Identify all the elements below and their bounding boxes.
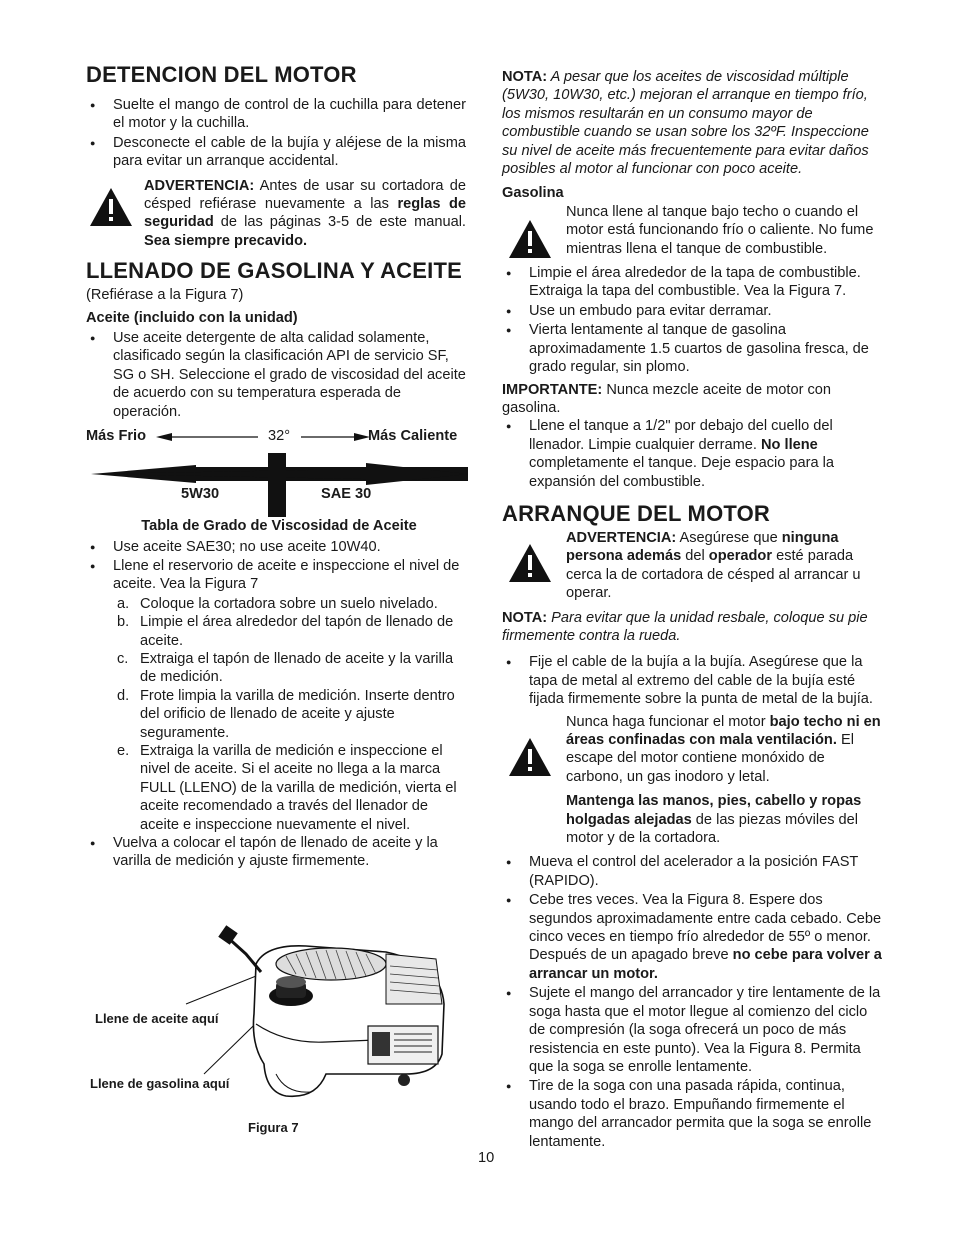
list-item: ● Vuelva a colocar el tapón de llenado de aceite y la varilla de medición y ajuste firmemente.: [86, 834, 466, 871]
importante-label: IMPORTANTE:: [502, 381, 603, 398]
warning-text: de las páginas 3-5 de este manual.: [213, 214, 466, 231]
list-item: ● Limpie el área alrededor de la tapa de combustible. Extraiga la tapa del combustible. Vea la Figura 7.: [502, 264, 882, 301]
figure-caption: Figura 7: [248, 1120, 299, 1135]
list-item: ● Llene el reservorio de aceite e inspeccione el nivel de aceite. Vea la Figura 7: [86, 557, 466, 594]
warning-triangle-icon: [508, 737, 552, 777]
gas-warning: [502, 203, 882, 258]
left-column: [86, 62, 466, 872]
warning-bold: reglas de seguridad: [144, 196, 466, 231]
step-text: Frote limpia la varilla de medición. Inserte dentro del orificio de llenado de aceite y ajuste seguramente.: [140, 687, 455, 741]
warning-triangle-icon: [89, 187, 133, 227]
list-item: ● Use un embudo para evitar derramar.: [502, 302, 882, 320]
step-item: [86, 687, 466, 742]
high-grade-label: SAE 30: [321, 486, 372, 503]
list-item: ● Mueva el control del acelerador a la posición FAST (RAPIDO).: [502, 853, 882, 890]
nota-label: NOTA:: [502, 69, 548, 85]
step-item: [86, 595, 466, 613]
step-text: Extraiga la varilla de medición e inspeccione el nivel de aceite. Si el aceite no llega a la marca FULL (LLENO) de la varilla de medición, vierta el aceite recomendado a través del llenador de aceite e inspeccione nuevamente el nivel.: [140, 742, 457, 833]
gas-bullets: [502, 264, 882, 376]
step-letter: d.: [117, 687, 130, 704]
fill-bullets: [502, 417, 882, 491]
nota-text: Para evitar que la unidad resbale, coloque su pie firmemente contra la rueda.: [502, 609, 868, 644]
step-letter: a.: [117, 595, 130, 612]
safety-warning: [86, 177, 466, 251]
nota-oil: [502, 68, 882, 178]
warning-triangle-icon: [508, 543, 552, 583]
list-item: ● Cebe tres veces. Vea la Figura 8. Espere dos segundos aproximadamente entre cada cebado. Cebe cinco veces en tiempo frío alrededor de 55º o menor. Después de un apagado breve no cebe para volver a arrancar un motor.: [502, 891, 882, 983]
list-item: ● Sujete el mango del arrancador y tire lentamente de la soga hasta que el motor llegue al comienzo del ciclo de compresión (la soga ofrecerá un poco de más resistencia en este punto). Vea la Figura 8. Permita que la soga se enrolle lentamente.: [502, 984, 882, 1076]
step-letter: c.: [117, 650, 129, 667]
start-bullets-2: [502, 853, 882, 1151]
gasolina-subheading: Gasolina: [502, 185, 564, 202]
step-letter: b.: [117, 614, 130, 631]
low-grade-label: 5W30: [181, 486, 220, 503]
list-item: ● Fije el cable de la bujía a la bujía. Asegúrese que la tapa de metal al extremo del cable de la bujía esté fijada firmemente sobre la punta de metal de la bujía.: [502, 653, 882, 708]
list-item: ● Use aceite SAE30; no use aceite 10W40.: [86, 538, 466, 556]
list-item: ● Use aceite detergente de alta calidad solamente, clasificado según la clasificación API de servicio SF, SG o SH. Seleccione el grado de viscosidad del aceite de acuerdo con su temperatura esperada de operación.: [86, 329, 466, 421]
llenado-heading: LLENADO DE GASOLINA Y ACEITE: [86, 258, 462, 284]
temperature-label: 32°: [268, 428, 291, 445]
importante-text: Nunca mezcle aceite de motor con gasolina.: [502, 381, 832, 416]
detencion-bullets: [86, 96, 466, 171]
step-item: [86, 613, 466, 650]
oil-bullets: [86, 538, 466, 594]
step-text: Limpie el área alrededor del tapón de llenado de aceite.: [140, 614, 454, 649]
list-item: ● Tire de la soga con una pasada rápida, continua, usando todo el brazo. Empuñando firmemente el mango del arrancador permita que la soga se enrolle lentamente.: [502, 1077, 882, 1151]
step-text: Extraiga el tapón de llenado de aceite y la varilla de medición.: [140, 650, 454, 686]
aceite-bullets: [86, 329, 466, 421]
nota-start: [502, 609, 882, 646]
viscosity-caption: Tabla de Grado de Viscosidad de Aceite: [141, 518, 417, 535]
step-letter: e.: [117, 742, 130, 759]
warning-triangle-icon: [508, 219, 552, 259]
warning-bold: Sea siempre precavido.: [144, 232, 308, 249]
list-item: ● Vierta lentamente al tanque de gasolina aproximadamente 1.5 cuartos de gasolina fresca, de grado regular, sin plomo.: [502, 321, 882, 376]
right-column: [502, 68, 882, 1152]
figure-7: [86, 924, 466, 1139]
step-text: Coloque la cortadora sobre un suelo nivelado.: [140, 595, 438, 612]
gas-fill-label: Llene de gasolina aquí: [90, 1076, 230, 1091]
hot-label: Más Caliente: [368, 428, 458, 445]
page-number: 10: [478, 1150, 495, 1166]
start-bullets-1: [502, 653, 882, 708]
step-item: [86, 650, 466, 687]
operator-warning: ADVERTENCIA: Asegúrese que ninguna persona además del operador esté parada cerca la de cortadora de césped al arrancar u operar.: [502, 529, 882, 603]
nota-text: A pesar que los aceites de viscosidad múltiple (5W30, 10W30, etc.) mejoran el arranque en tiempo frío, los mismos resultarán en un consumo mayor de combustible cuando se usan sobre los 32ºF. Inspeccione su nivel de aceite más frecuentemente para evitar daños posibles al motor al funcionar con poco aceite.: [502, 69, 869, 178]
ventilation-warning: Nunca haga funcionar el motor bajo techo ni en áreas confinadas con mala ventilación. El escape del motor contiene monóxido de carbono, un gas inodoro y letal. Mantenga las manos, pies, cabello y ropas holgadas alejadas de las piezas móviles del motor y de la cortadora.: [502, 713, 882, 848]
final-bullets: [86, 834, 466, 871]
aceite-subheading: Aceite (incluido con la unidad): [86, 309, 298, 326]
warning-label: ADVERTENCIA:: [566, 529, 677, 546]
importante-note: [502, 381, 882, 418]
figure-reference: (Refiérase a la Figura 7): [86, 287, 244, 304]
moving-parts-warning: Mantenga las manos, pies, cabello y ropas holgadas alejadas de las piezas móviles del motor y de la cortadora.: [566, 793, 862, 847]
warning-label: ADVERTENCIA:: [144, 177, 255, 194]
cold-label: Más Frio: [86, 428, 147, 445]
detencion-heading: DETENCION DEL MOTOR: [86, 62, 357, 87]
step-item: [86, 742, 466, 834]
list-item: ● Llene el tanque a 1/2" por debajo del cuello del llenador. Limpie cualquier derrame. No llene completamente el tanque. Deje espacio para la expansión del combustible.: [502, 417, 882, 491]
engine-illustration: [86, 924, 466, 1139]
arranque-heading: ARRANQUE DEL MOTOR: [502, 500, 771, 526]
warning-text: Antes de usar su cortadora de césped refiérase nuevamente a las: [144, 177, 466, 213]
oil-steps: [86, 595, 466, 834]
nota-label: NOTA:: [502, 609, 548, 626]
viscosity-chart: [86, 427, 466, 517]
oil-fill-label: Llene de aceite aquí: [95, 1011, 219, 1026]
list-item: ● Desconecte el cable de la bujía y aléjese de la misma para evitar un arranque accidental.: [86, 134, 466, 171]
warning-text: Nunca llene al tanque bajo techo o cuando el motor está funcionando frío o caliente. No fume mientras llena el tanque de combustible.: [566, 203, 874, 257]
list-item: ● Suelte el mango de control de la cuchilla para detener el motor y la cuchilla.: [86, 96, 466, 133]
